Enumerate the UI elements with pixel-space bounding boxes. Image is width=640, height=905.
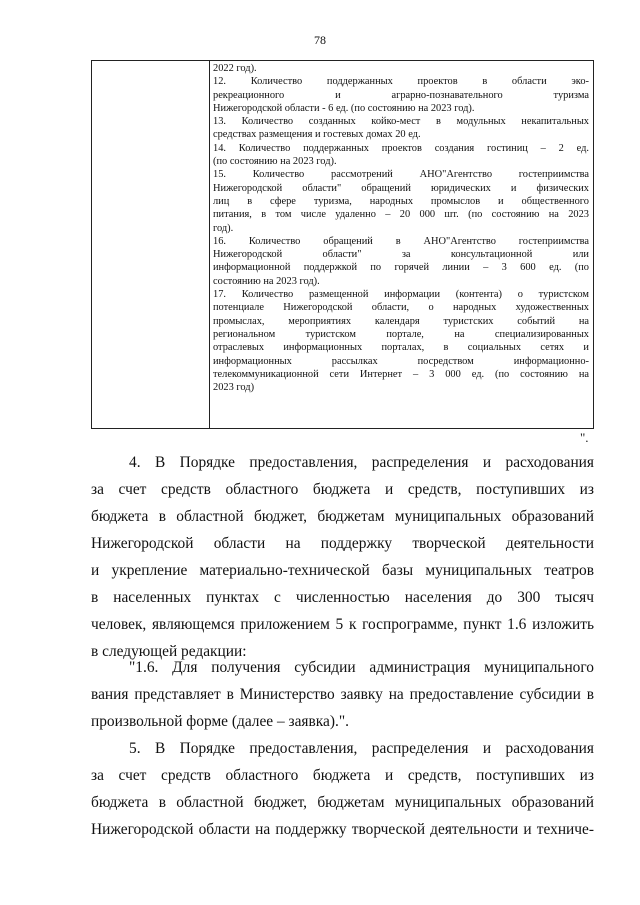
- table-text-line: год).: [213, 222, 234, 234]
- paragraph-line: за счет средств областного бюджета и средств, поступивших из: [91, 481, 594, 498]
- paragraph-line: в следующей редакции:: [91, 643, 247, 660]
- table-text-line: рекреационного и аграрно-познавательного туризма: [213, 89, 589, 101]
- table-text-line: 14. Количество поддержанных проектов создания гостиниц – 2 ед.: [213, 142, 589, 154]
- table-text-line: 12. Количество поддержанных проектов в области эко-: [213, 76, 589, 88]
- table-text-line: 16. Количество обращений в АНО"Агентство гостеприимства: [213, 235, 589, 247]
- paragraph-4: [91, 449, 594, 665]
- table-text-line: потенциале Нижегородской области, о народных художественных: [213, 302, 589, 314]
- table-text-line: 15. Количество рассмотрений АНО"Агентство гостеприимства: [213, 169, 589, 181]
- table-text-line: лиц в сфере туризма, народных промыслов и общественного: [213, 195, 589, 207]
- table-text-line: 17. Количество размещенной информации (контента) о туристском: [213, 289, 589, 301]
- paragraph-line: Нижегородской области на поддержку творческой деятельности: [91, 535, 594, 552]
- table-text-line: средствах размещения и гостевых домах 20 ед.: [213, 129, 421, 141]
- paragraph-line: "1.6. Для получения субсидии администрация муниципального: [129, 659, 594, 676]
- paragraph-line: и укрепление материально-технической базы муниципальных театров: [91, 562, 594, 579]
- paragraph-line: за счет средств областного бюджета и средств, поступивших из: [91, 767, 594, 784]
- table-text-line: Нижегородской области" за консультационной или: [213, 249, 589, 261]
- page-number: 78: [314, 33, 326, 47]
- paragraph-line: 4. В Порядке предоставления, распределения и расходования: [129, 454, 594, 471]
- table-text-line: телекоммуникационной сети Интернет – 3 000 ед. (по состоянию на: [213, 368, 589, 380]
- paragraph-line: в населенных пунктах с численностью населения до 300 тысяч: [91, 589, 594, 606]
- table-text-line: промыслах, мероприятиях календаря туристских событий на: [213, 315, 589, 327]
- table-column-divider: [209, 61, 210, 428]
- table-text-line: региональном туристском портале, на специализированных: [213, 328, 589, 340]
- table-text-line: Нижегородской области - 6 ед. (по состоянию на 2023 год).: [213, 102, 475, 114]
- table-text-line: 2022 год).: [213, 63, 257, 74]
- paragraph-5: [91, 735, 594, 843]
- paragraph-line: бюджета в областной бюджет, бюджетам муниципальных образований: [91, 508, 594, 525]
- table-text-line: 13. Количество созданных койко-мест в модульных некапитальных: [213, 116, 589, 128]
- table-text-line: Нижегородской области" обращений юридических и физических: [213, 182, 589, 194]
- paragraph-line: бюджета в областной бюджет, бюджетам муниципальных образований: [91, 794, 594, 811]
- table-cell-right: [213, 62, 589, 394]
- paragraph-line: вания представляет в Министерство заявку на предоставление субсидии в: [91, 686, 594, 703]
- table-text-line: (по состоянию на 2023 год).: [213, 156, 337, 168]
- table-text-line: 2023 год): [213, 382, 255, 394]
- table-text-line: информационной поддержкой по горячей линии – 3 600 ед. (по: [213, 262, 589, 274]
- indicators-table: [91, 60, 594, 429]
- closing-quote: ".: [580, 430, 589, 445]
- table-text-line: питания, в том числе удаленно – 20 000 шт. (по состоянию на 2023: [213, 209, 589, 221]
- paragraph-line: произвольной форме (далее – заявка).".: [91, 713, 349, 730]
- table-text-line: отраслевых информационных порталах, в социальных сетях и: [213, 342, 589, 354]
- paragraph-line: 5. В Порядке предоставления, распределения и расходования: [129, 740, 594, 757]
- paragraph-line: человек, являющемся приложением 5 к госпрограмме, пункт 1.6 изложить: [91, 616, 594, 633]
- quote-point-1-6: [91, 654, 594, 735]
- table-text-line: состоянию на 2023 год).: [213, 275, 320, 287]
- paragraph-line: Нижегородской области на поддержку творческой деятельности и техниче-: [91, 821, 594, 838]
- table-text-line: информационных рассылках посредством информационно-: [213, 355, 589, 367]
